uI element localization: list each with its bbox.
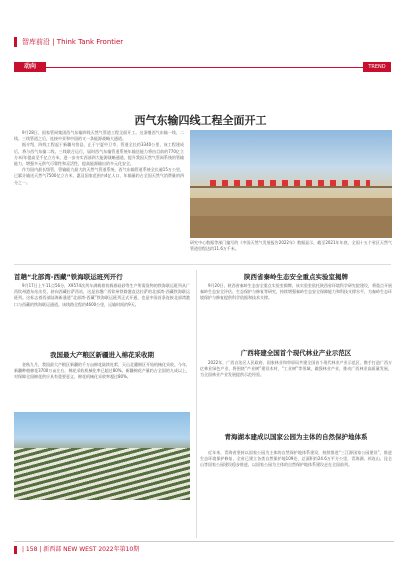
- article-body: 近年来，青海省坚持以国家公园为主体的自然保护地体系建设，持续推进“三江源国家公园建设”，推进生态环境保护修复，全省已建立各类自然保护地109处，总面积约24.6万平方公里，青海湖、祁连山、昆仑山等国家公园建设稳步推进，以国家公园为主体的自然保护地体系建设走在全国前列。: [200, 450, 392, 468]
- page-header: [14, 36, 394, 48]
- article-body: 2022年，广西自治区人民政府、国家林业和草原局共建全国首个现代林业产业示范区，携手打造广西万亿林业绿色产业，将围绕“产业树”建设木材、“工业树”等领域，做强林业产业，推动广西林业高质量发展，为全国林业产业发展提供示范经验。: [200, 360, 392, 378]
- article-title: 青海湖本建成以国家公园为主体的自然保护地体系: [224, 433, 368, 441]
- photo-caption: 研究中心数据等部门编写的《中国天然气发展报告2022年》数据显示，截至2021年年底，全国十五个省区天然气管道里程达约11.6万千米。: [190, 240, 392, 252]
- article-body: 金秋九月，我国最大产粮区新疆的千万亩棉花陆续吐絮，天山北麓棉区开始机械化采收。今年，新疆种植棉花3700万亩左右，棉花采收机械化率已超过80%。新疆棉花产量约占全国的九成以上，对保障全国棉花供应具有重要意义，棉花机械化采收率超过80%。: [14, 362, 190, 380]
- section-banner: [14, 62, 391, 72]
- main-article-title: 西气东输四线工程全面开工: [134, 114, 267, 127]
- section-tag-label: 动向: [23, 63, 36, 70]
- footer-text: | 158 | 新西部 NEW WEST 2022年第10期: [22, 546, 140, 553]
- article-body: 9月17日上午11点56分，X9574次列车满载着装载着硅砂等生产所需货物的铁海联运班列从广西钦州港东站出发，驶向西藏拉萨西站，这是首趟广西钦州铁路港直达拉萨的北部湾-西藏铁海联运班列。这标志着西部陆海新通道“北部湾-西藏”铁海联运班列正式开通，也是中国首条连接北部湾港口与西藏的铁海联运通道。该线路全程约4600公里，运输时间约9天。: [14, 283, 190, 307]
- article-title: 陕西省秦岭生态安全重点实验室揭牌: [244, 273, 348, 281]
- article-title: 首趟“北部湾-西藏”铁海联运班列开行: [14, 273, 123, 281]
- header-text: 智库前沿 | Think Tank Frontier: [22, 38, 124, 46]
- footer-accent-bar: [14, 546, 17, 554]
- article-title: 广西将建全国首个现代林业产业示范区: [240, 349, 352, 357]
- cotton-field-photo: [14, 412, 190, 500]
- page-footer: [14, 545, 394, 555]
- main-paragraph: 据介绍，四线工程起于新疆乌恰县，止于宁夏中卫市，管道全长约3340公里，该工程建成后，将与西气东输二线、三线联合运行，届时西气东输管道系统年输送能力将由目前的770亿立方米/年提高至千亿立方米，进一步夯实西部四大能源战略通道，提升我国天然气管网系统的管输能力，增强多元供气可靠性和灵活性，提高能源输出的多元化安全。: [14, 142, 184, 167]
- section-divider: [46, 67, 363, 68]
- article-title: 我国最大产粮区新疆进入棉花采收期: [50, 351, 154, 359]
- main-paragraph: 9月28日，国家管网集团西气东输四线天然气管道工程全面开工。这条继西气东输一线、二线、三线管道之后，连接中亚和中国的又一条能源战略大通道。: [14, 130, 184, 142]
- pipeline-photo: [190, 130, 392, 238]
- trend-tag: TREND: [363, 62, 391, 72]
- main-paragraph: 作为国内最长级管，管输能力最大的天然气管道系统，西气东输管道系统全长逾15万公里，已累计输送天然气7500亿立方米，惠及国家范围内4亿人口，年输量约占全国天然气消费量的四分之一。: [14, 167, 184, 185]
- section-tag: [14, 62, 46, 72]
- header-accent-bar: [14, 37, 17, 47]
- article-body: 9月20日，陕西省秦岭生态安全重点实验室揭牌。该实验室依托陕西省环境科学研究院建设，将重点开展秦岭生态安全评估、生态保护与修复等研究，持续增强秦岭生态安全保障能力和科技支撑水平，为秦岭生态环境保护与修复提供科学依据和技术支撑。: [200, 283, 392, 301]
- main-article-body: [14, 130, 184, 186]
